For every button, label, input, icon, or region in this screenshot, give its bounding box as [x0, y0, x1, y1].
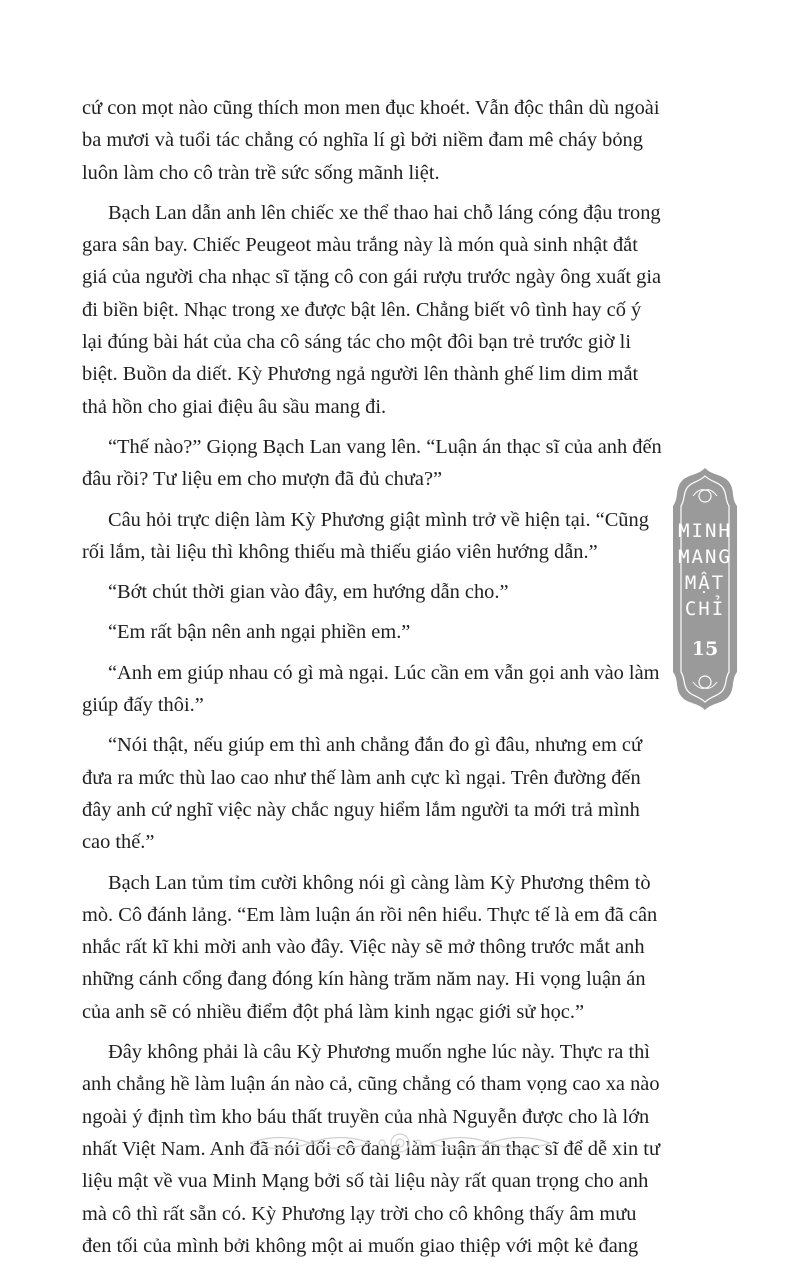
paragraph: Bạch Lan dẫn anh lên chiếc xe thể thao hai chỗ láng cóng đậu trong gara sân bay. Chiếc Peugeot màu trắng này là món quà sinh nhật đắt giá của người cha nhạc sĩ tặng cô con gái rượu trước ngày ông xuất gia đi biền biệt. Nhạc trong xe được bật lên. Chẳng biết vô tình hay cố ý lại đúng bài hát của cha cô sáng tác cho một đôi bạn trẻ trước giờ li biệt. Buồn da diết. Kỳ Phương ngả người lên thành ghế lim dim mắt thả hồn cho giai điệu âu sầu mang đi.: [82, 201, 662, 418]
paragraph: “Anh em giúp nhau có gì mà ngại. Lúc cần em vẫn gọi anh vào làm giúp đấy thôi.”: [82, 661, 660, 717]
page-body-text: [82, 92, 664, 1270]
title-line: CHỈ: [684, 598, 726, 620]
paragraph: “Bớt chút thời gian vào đây, em hướng dẫn cho.”: [108, 581, 509, 604]
paragraph: Câu hỏi trực diện làm Kỳ Phương giật mình trở về hiện tại. “Cũng rối lắm, tài liệu thì không thiếu mà thiếu giáo viên hướng dẫn.”: [82, 508, 649, 563]
paragraph: Đây không phải là câu Kỳ Phương muốn nghe lúc này. Thực ra thì anh chẳng hề làm luận án nào cả, cũng chẳng có tham vọng cao xa nào ngoài ý định tìm kho báu thất truyền của nhà Nguyễn được cho là lớn nhất Việt Nam. Anh đã nói dối cô đang làm luận án thạc sĩ để dễ xin tư liệu mật về vua Minh Mạng bởi số tài liệu này rất quan trọng cho anh mà cô thì rất sẵn có. Kỳ Phương lạy trời cho cô không thấy âm mưu đen tối của mình bởi không một ai muốn giao thiệp với một kẻ đang: [82, 1041, 660, 1257]
paragraph: “Em rất bận nên anh ngại phiền em.”: [108, 621, 411, 644]
paragraph: “Thế nào?” Giọng Bạch Lan vang lên. “Luận án thạc sĩ của anh đến đâu rồi? Tư liệu em cho mượn đã đủ chưa?”: [82, 435, 662, 491]
title-line: MINH: [678, 520, 732, 542]
chapter-side-tab: [669, 466, 741, 712]
title-line: MẬT: [684, 572, 726, 594]
paragraph: cứ con mọt nào cũng thích mon men đục khoét. Vẫn độc thân dù ngoài ba mươi và tuổi tác chẳng có nghĩa lí gì bởi niềm đam mê cháy bỏng luôn làm cho cô tràn trề sức sống mãnh liệt.: [82, 97, 660, 184]
footer-ornament-icon: [240, 1130, 560, 1156]
book-title-vertical: [669, 518, 741, 622]
paragraph: Bạch Lan tủm tỉm cười không nói gì càng làm Kỳ Phương thêm tò mò. Cô đánh lảng. “Em làm luận án rồi nên hiểu. Thực tế là em đã cân nhắc rất kĩ khi mời anh vào đây. Việc này sẽ mở thông trước mắt anh những cánh cổng đang đóng kín hàng trăm năm nay. Hi vọng luận án của anh sẽ có nhiều điểm đột phá làm kinh ngạc giới sử học.”: [82, 871, 658, 1023]
paragraph: “Nói thật, nếu giúp em thì anh chẳng đắn đo gì đâu, nhưng em cứ đưa ra mức thù lao cao như thế làm anh cực kì ngại. Trên đường đến đây anh cứ nghĩ việc này chắc nguy hiểm lắm người ta mới trả mình cao thế.”: [82, 734, 643, 854]
title-line: MANG: [678, 546, 732, 568]
page-number: 15: [691, 638, 719, 660]
